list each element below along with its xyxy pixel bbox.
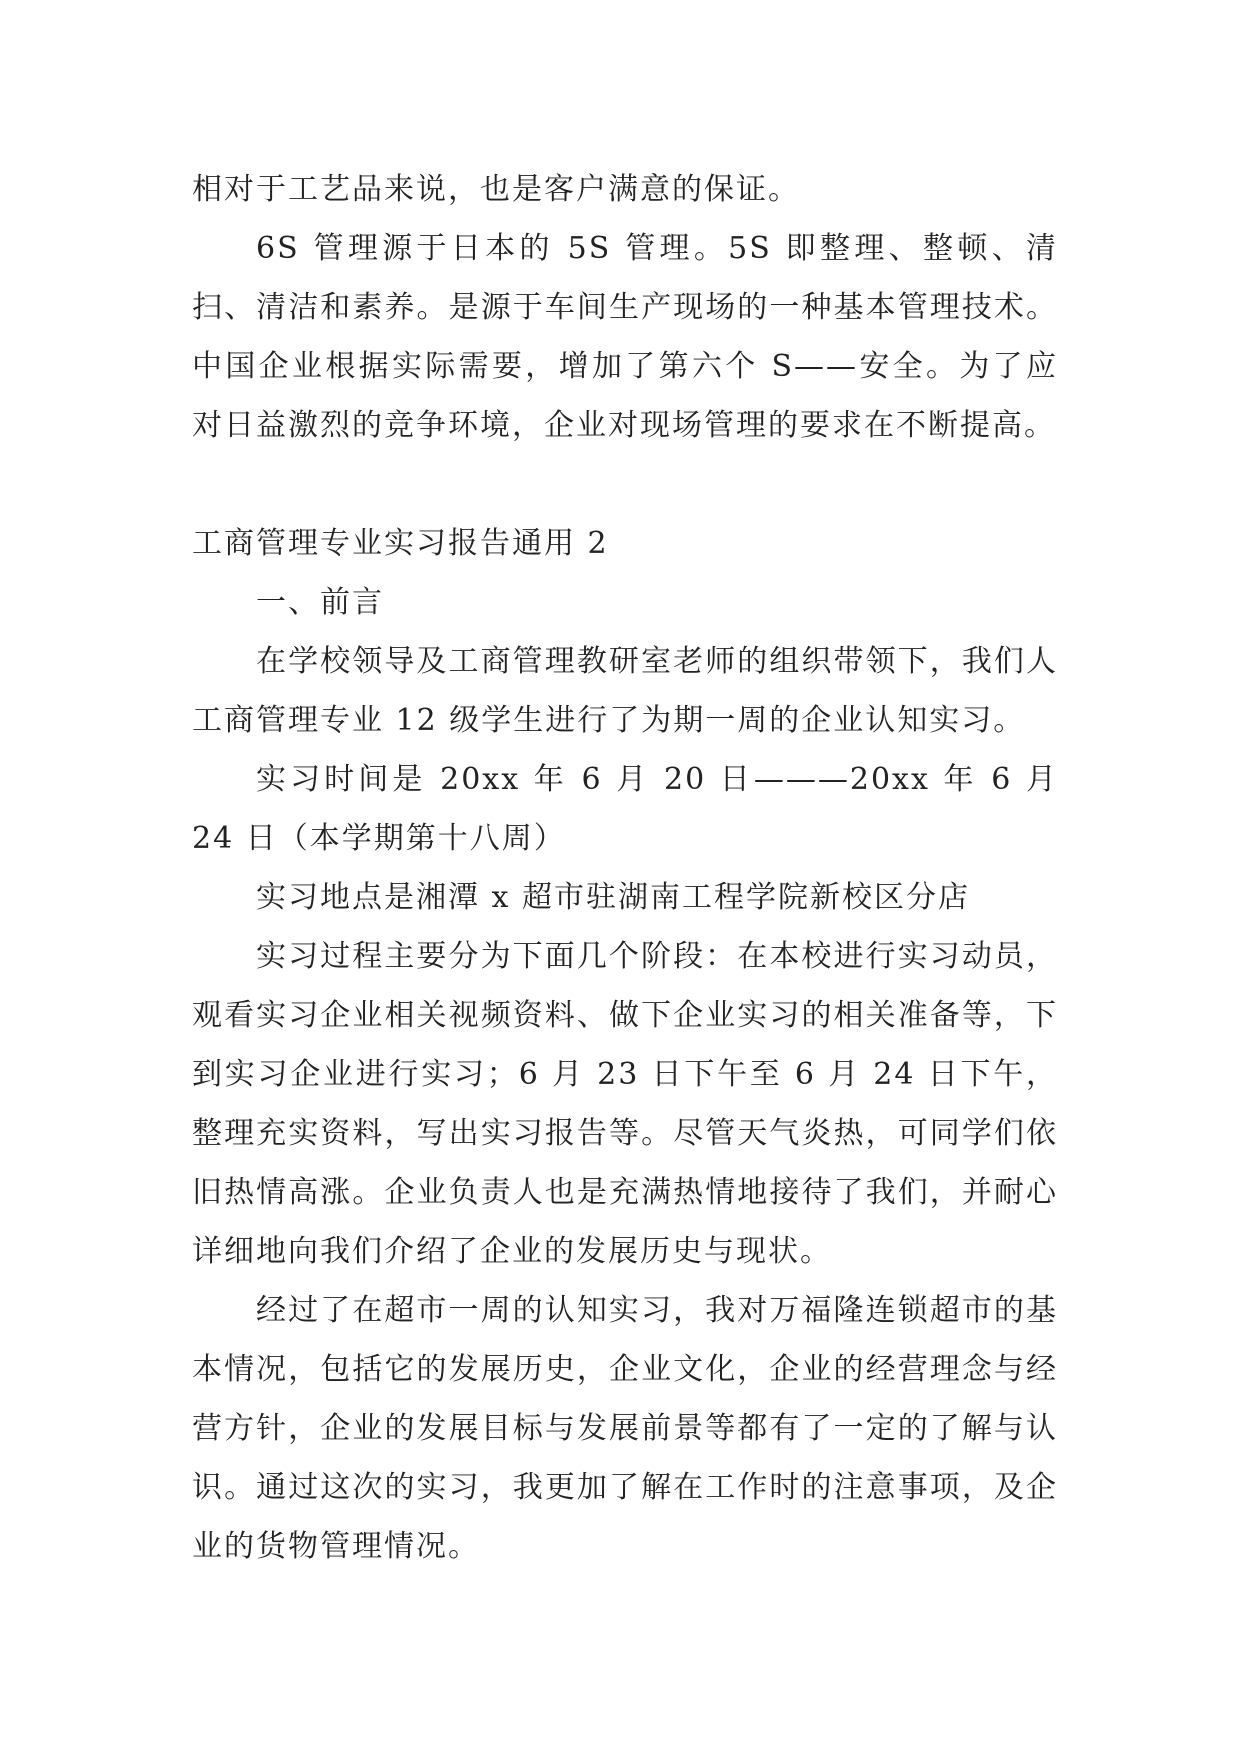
document-body — [192, 160, 1058, 1576]
section-title: 工商管理专业实习报告通用 2 — [192, 526, 609, 561]
subheading-preface: 一、前言 — [256, 585, 384, 620]
paragraph-introduction: 在学校领导及工商管理教研室老师的组织带领下，我们人工商管理专业 12 级学生进行了为期一周的企业认知实习。 — [192, 644, 1058, 738]
paragraph-internship-summary: 经过了在超市一周的认知实习，我对万福隆连锁超市的基本情况，包括它的发展历史，企业文化，企业的经营理念与经营方针，企业的发展目标与发展前景等都有了一定的了解与认识。通过这次的实习，我更加了解在工作时的注意事项，及企业的货物管理情况。 — [192, 1293, 1058, 1564]
paragraph-internship-process: 实习过程主要分为下面几个阶段：在本校进行实习动员，观看实习企业相关视频资料、做下企业实习的相关准备等，下到实习企业进行实习；6 月 23 日下午至 6 月 24 日下午，整理充实资料，写出实习报告等。尽管天气炎热，可同学们依旧热情高涨。企业负责人也是充满热情地接待了我们，并耐心详细地向我们介绍了企业的发展历史与现状。 — [192, 939, 1058, 1269]
paragraph-continuation: 相对于工艺品来说，也是客户满意的保证。 — [192, 172, 800, 207]
paragraph-6s-management: 6S 管理源于日本的 5S 管理。5S 即整理、整顿、清扫、清洁和素养。是源于车间生产现场的一种基本管理技术。中国企业根据实际需要，增加了第六个 S——安全。为了应对日益激烈的竞争环境，企业对现场管理的要求在不断提高。 — [192, 231, 1058, 443]
paragraph-internship-time: 实习时间是 20xx 年 6 月 20 日———20xx 年 6 月 24 日（本学期第十八周） — [192, 762, 1058, 856]
paragraph-internship-location: 实习地点是湘潭 x 超市驻湖南工程学院新校区分店 — [256, 880, 970, 915]
